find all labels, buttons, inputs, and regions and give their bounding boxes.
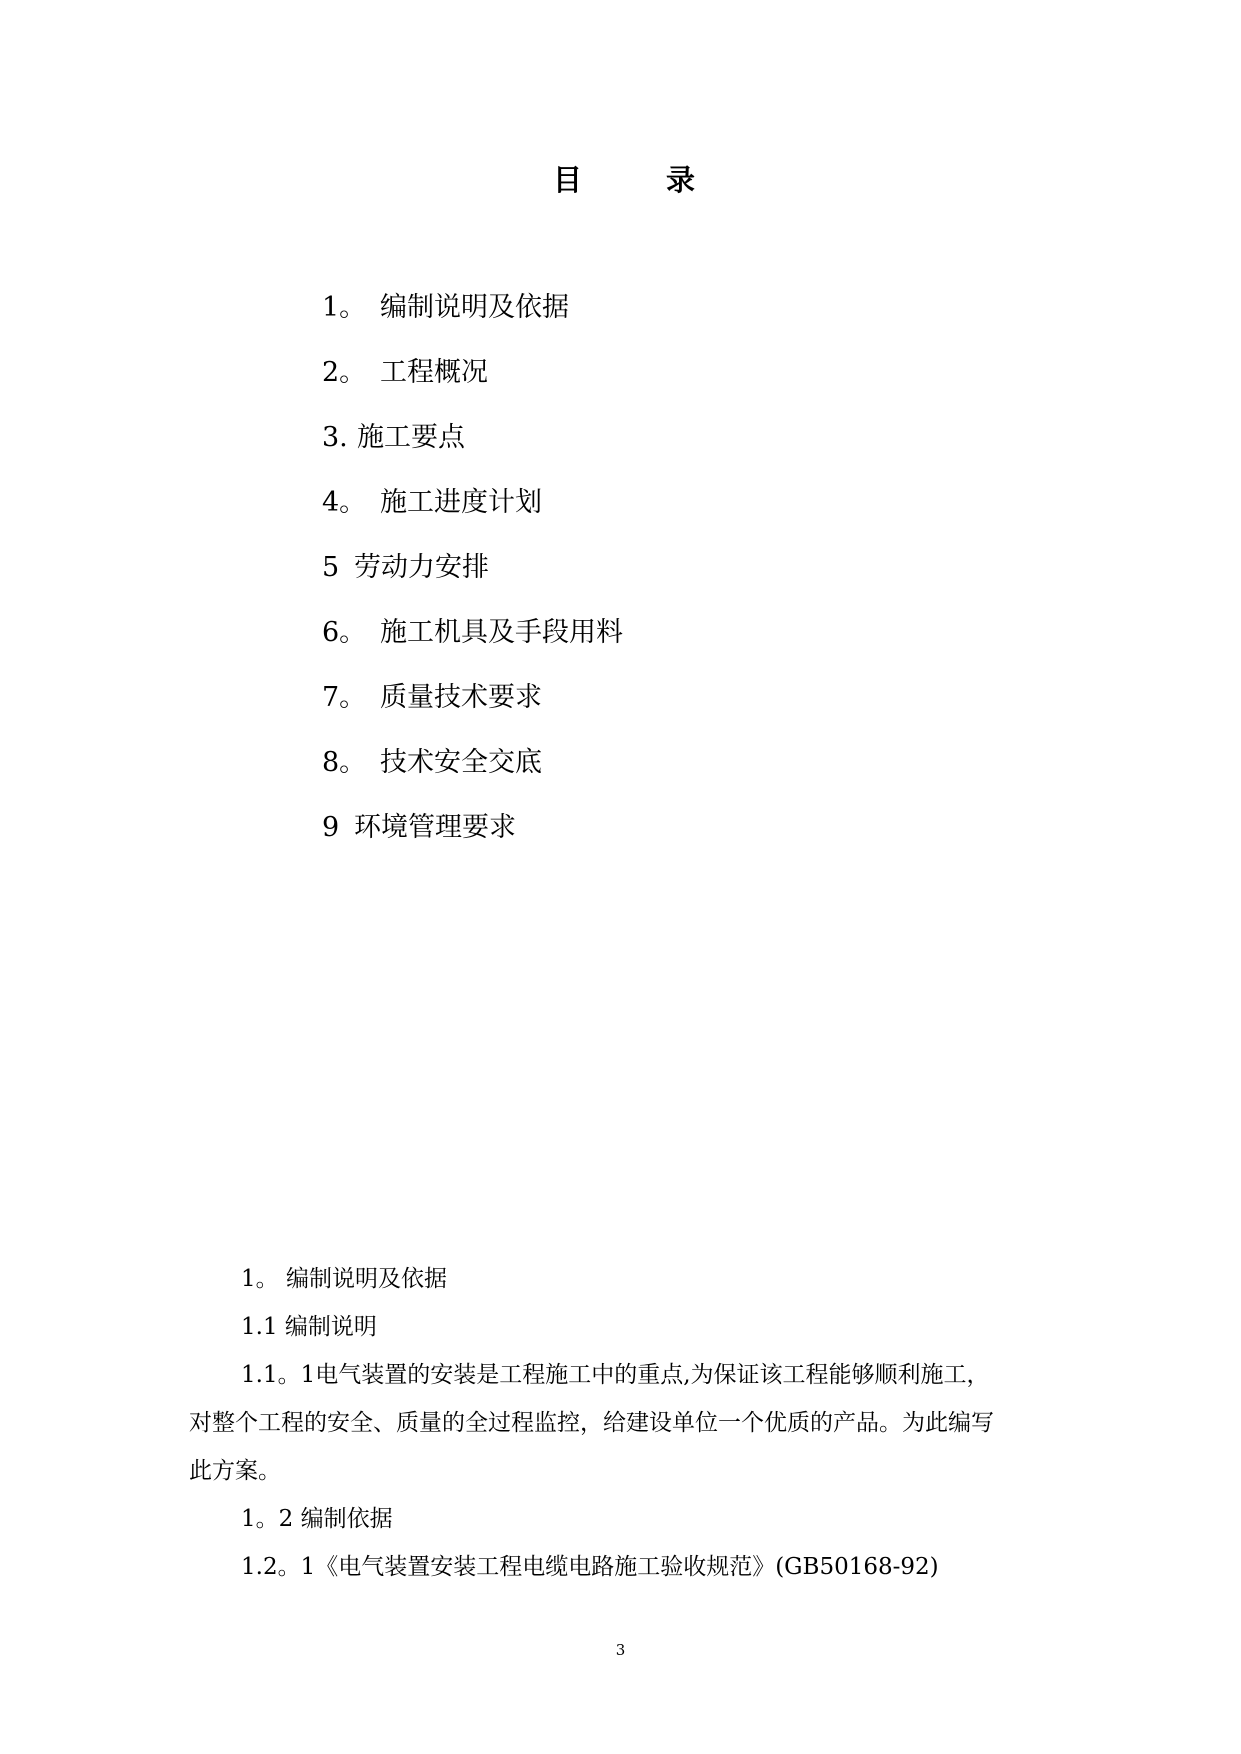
paragraph-line: 对整个工程的安全、质量的全过程监控，给建设单位一个优质的产品。为此编写 [189,1410,994,1436]
toc-item-number: 9 [322,812,340,843]
toc-item [322,617,623,682]
toc-item-number: 4。 [322,487,367,518]
toc-item [322,292,623,357]
paragraph-line: 此方案。 [189,1458,281,1484]
toc-item-label: 施工要点 [357,422,465,453]
toc-item [322,812,623,877]
subsection-heading-1: 1.1 编制说明 [241,1314,377,1340]
toc-item [322,747,623,812]
toc-item [322,552,623,617]
subsection-heading-2: 1。2 编制依据 [241,1506,393,1532]
toc-item-label: 施工机具及手段用料 [380,617,623,648]
toc-item [322,357,623,422]
toc-item-label: 施工进度计划 [380,487,542,518]
toc-item-label: 工程概况 [380,357,488,388]
toc-item [322,422,623,487]
paragraph-line: 1.1。1电气装置的安装是工程施工中的重点,为保证该工程能够顺利施工， [241,1362,990,1388]
toc-item-number: 1。 [322,292,367,323]
toc-item [322,487,623,552]
toc-item-label: 环境管理要求 [354,812,516,843]
toc-title [0,158,1241,208]
toc-item-number: 3. [322,422,348,453]
toc-item-number: 5 [322,552,340,583]
toc-item [322,682,623,747]
toc-item-label: 劳动力安排 [354,552,489,583]
toc-title-char-1: 目 [553,163,583,197]
reference-line: 1.2。1《电气装置安装工程电缆电路施工验收规范》(GB50168-92) [241,1554,939,1580]
toc-title-char-2: 录 [666,163,696,197]
toc-item-number: 2。 [322,357,367,388]
toc-item-number: 8。 [322,747,367,778]
section-heading: 1。 编制说明及依据 [241,1266,447,1292]
page-number: 3 [615,1641,626,1659]
toc-item-number: 7。 [322,682,367,713]
toc-list [322,292,623,877]
toc-item-label: 编制说明及依据 [380,292,569,323]
toc-item-label: 技术安全交底 [380,747,542,778]
toc-item-label: 质量技术要求 [380,682,542,713]
toc-item-number: 6。 [322,617,367,648]
